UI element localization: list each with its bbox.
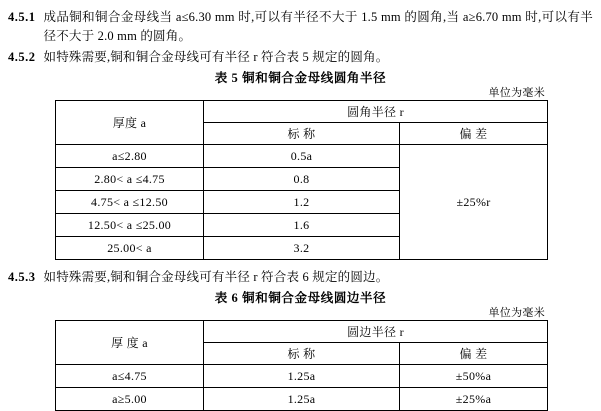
table6-cell-nominal: 1.25a — [204, 365, 400, 388]
paragraph-text: 如特殊需要,铜和铜合金母线可有半径 r 符合表 6 规定的圆边。 — [43, 270, 389, 284]
table5-cell-thickness: 2.80< a ≤4.75 — [56, 168, 204, 191]
table6 — [55, 320, 548, 411]
table-row — [56, 321, 548, 343]
table5-col-deviation: 偏 差 — [400, 123, 548, 145]
paragraph-number: 4.5.1 — [8, 10, 36, 24]
table5-cell-deviation: ±25%r — [400, 145, 548, 260]
table6-col-thickness: 厚 度 a — [56, 321, 204, 365]
table6-cell-nominal: 1.25a — [204, 388, 400, 411]
table6-cell-deviation: ±25%a — [400, 388, 548, 411]
paragraph-text: 成品铜和铜合金母线当 a≤6.30 mm 时,可以有半径不大于 1.5 mm 的圆角,当 a≥6.70 mm 时,可以有半径不大于 2.0 mm 的圆角。 — [43, 10, 593, 43]
table5 — [55, 100, 548, 260]
table6-cell-thickness: a≤4.75 — [56, 365, 204, 388]
table5-header-group: 圆角半径 r — [204, 101, 548, 123]
table5-cell-thickness: 4.75< a ≤12.50 — [56, 191, 204, 214]
table-row — [56, 101, 548, 123]
table5-cell-nominal: 1.6 — [204, 214, 400, 237]
table-row — [56, 365, 548, 388]
table6-col-nominal: 标 称 — [204, 343, 400, 365]
table6-title: 表 6 铜和铜合金母线圆边半径 — [214, 291, 387, 305]
table5-cell-nominal: 0.8 — [204, 168, 400, 191]
table6-header-group: 圆边半径 r — [204, 321, 548, 343]
paragraph-number: 4.5.2 — [8, 50, 36, 64]
table5-cell-thickness: a≤2.80 — [56, 145, 204, 168]
table-row — [56, 388, 548, 411]
table5-cell-nominal: 3.2 — [204, 237, 400, 260]
paragraph-text: 如特殊需要,铜和铜合金母线可有半径 r 符合表 5 规定的圆角。 — [43, 50, 389, 64]
paragraph-4-5-1 — [8, 8, 593, 46]
table6-unit: 单位为毫米 — [488, 307, 545, 319]
table5-cell-thickness: 12.50< a ≤25.00 — [56, 214, 204, 237]
table5-cell-nominal: 0.5a — [204, 145, 400, 168]
table-row — [56, 145, 548, 168]
table6-col-deviation: 偏 差 — [400, 343, 548, 365]
paragraph-4-5-3 — [8, 268, 593, 287]
table6-cell-deviation: ±50%a — [400, 365, 548, 388]
table5-unit: 单位为毫米 — [488, 87, 545, 99]
table5-cell-nominal: 1.2 — [204, 191, 400, 214]
table5-col-nominal: 标 称 — [204, 123, 400, 145]
table6-cell-thickness: a≥5.00 — [56, 388, 204, 411]
paragraph-number: 4.5.3 — [8, 270, 36, 284]
table5-col-thickness: 厚度 a — [56, 101, 204, 145]
table5-title: 表 5 铜和铜合金母线圆角半径 — [214, 71, 387, 85]
table5-cell-thickness: 25.00< a — [56, 237, 204, 260]
paragraph-4-5-2 — [8, 48, 593, 67]
